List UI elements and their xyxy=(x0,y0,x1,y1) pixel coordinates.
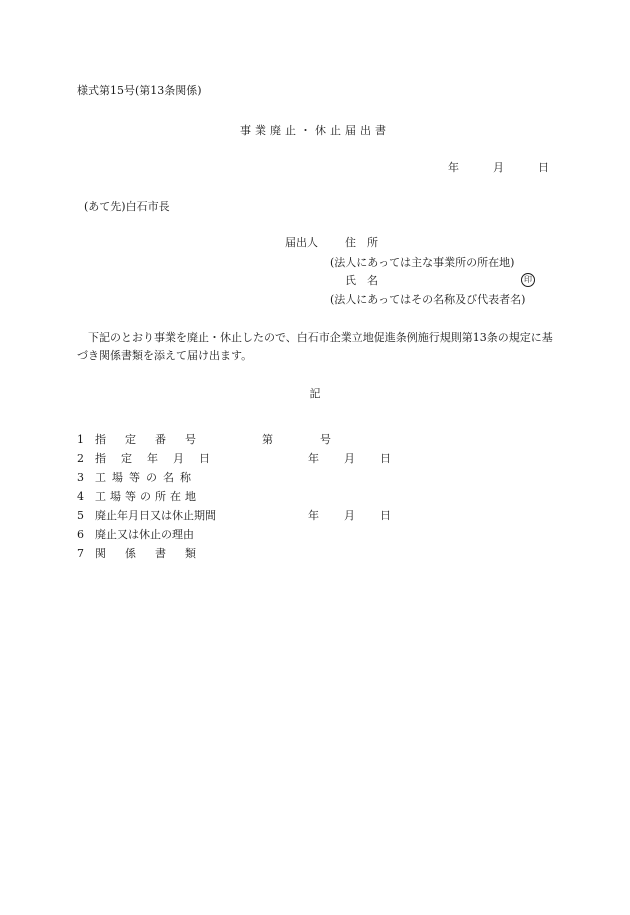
item-label: 指 定 番 号 xyxy=(95,433,200,446)
item-label: 廃止年月日又は休止期間 xyxy=(95,509,216,522)
seal-icon: 印 xyxy=(521,273,535,287)
address-label: 住 所 xyxy=(345,236,378,249)
designation-prefix: 第 xyxy=(262,433,273,446)
item-label: 工場等の所在地 xyxy=(95,490,200,503)
item-number: 3 xyxy=(77,471,84,484)
name-note: (法人にあってはその名称及び代表者名) xyxy=(330,293,526,306)
date-month: 月 xyxy=(493,161,504,174)
form-number: 様式第15号(第13条関係) xyxy=(77,84,202,97)
date-year: 年 xyxy=(308,509,319,522)
item-label: 関 係 書 類 xyxy=(95,547,200,560)
date-year: 年 xyxy=(308,452,319,465)
notifier-label: 届出人 xyxy=(285,236,318,249)
addressee: (あて先)白石市長 xyxy=(84,200,170,213)
item-number: 5 xyxy=(77,509,84,522)
date-day: 日 xyxy=(380,452,391,465)
item-label: 指定年月日 xyxy=(95,452,225,465)
ki-label: 記 xyxy=(309,387,321,400)
date-day: 日 xyxy=(380,509,391,522)
item-label: 廃止又は休止の理由 xyxy=(95,528,194,541)
date-month: 月 xyxy=(344,509,355,522)
document-title: 事業廃止・休止届出書 xyxy=(240,124,390,137)
address-note: (法人にあっては主な事業所の所在地) xyxy=(330,256,515,269)
date-day: 日 xyxy=(538,161,549,174)
designation-suffix: 号 xyxy=(320,433,331,446)
item-number: 4 xyxy=(77,490,84,503)
date-month: 月 xyxy=(344,452,355,465)
item-number: 6 xyxy=(77,528,84,541)
item-number: 1 xyxy=(77,433,84,446)
submission-date xyxy=(448,161,549,175)
item-number: 2 xyxy=(77,452,84,465)
date-year: 年 xyxy=(448,161,459,174)
item-label: 工場等の名称 xyxy=(95,471,197,484)
item-number: 7 xyxy=(77,547,84,560)
body-paragraph: 下記のとおり事業を廃止・休止したので、白石市企業立地促進条例施行規則第13条の規定に基づき関係書類を添えて届け出ます。 xyxy=(77,331,553,362)
name-label: 氏 名 xyxy=(345,274,378,287)
